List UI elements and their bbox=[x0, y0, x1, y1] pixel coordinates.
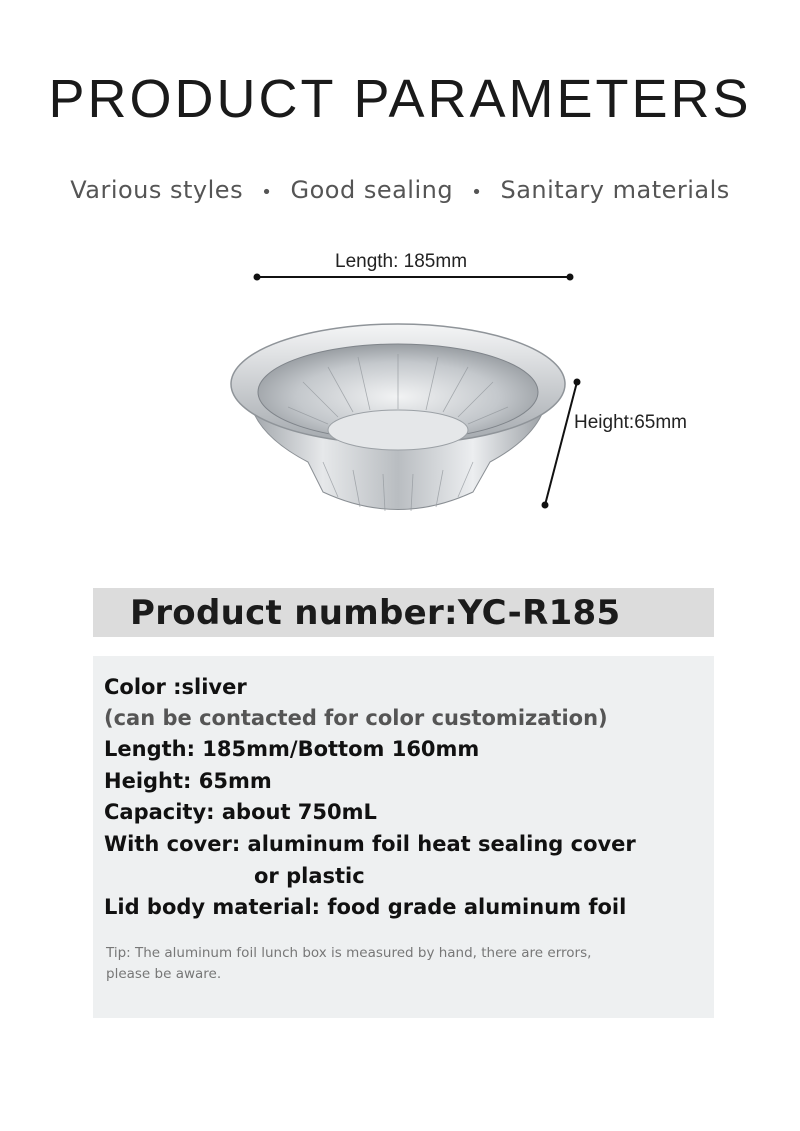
height-dimension-label: Height:65mm bbox=[574, 412, 687, 433]
feature-sanitary-materials: Sanitary materials bbox=[500, 176, 730, 204]
product-number: Product number:YC-R185 bbox=[130, 593, 621, 633]
height-endpoint-top bbox=[574, 379, 581, 386]
separator-dot: • bbox=[261, 182, 273, 203]
spec-cover: With cover: aluminum foil heat sealing cover bbox=[104, 832, 636, 856]
feature-various-styles: Various styles bbox=[70, 176, 244, 204]
length-endpoint-right bbox=[567, 274, 574, 281]
length-dimension-label: Length: 185mm bbox=[335, 251, 468, 272]
page-title: PRODUCT PARAMETERS bbox=[48, 69, 752, 129]
measurement-tip bbox=[106, 943, 666, 985]
bowl-bottom bbox=[328, 410, 468, 450]
tip-line-1: Tip: The aluminum foil lunch box is measured by hand, there are errors, bbox=[106, 945, 592, 961]
feature-good-sealing: Good sealing bbox=[290, 176, 454, 204]
spec-length: Length: 185mm/Bottom 160mm bbox=[104, 737, 480, 761]
foil-bowl-image bbox=[228, 312, 568, 522]
spec-color: Color :sliver bbox=[104, 675, 247, 699]
spec-color-note: (can be contacted for color customization) bbox=[104, 706, 608, 730]
tip-line-2: please be aware. bbox=[106, 966, 222, 982]
spec-height: Height: 65mm bbox=[104, 769, 272, 793]
spec-cover-continued: or plastic bbox=[254, 864, 365, 888]
length-endpoint-left bbox=[254, 274, 261, 281]
spec-capacity: Capacity: about 750mL bbox=[104, 800, 377, 824]
separator-dot: • bbox=[471, 182, 483, 203]
spec-material: Lid body material: food grade aluminum foil bbox=[104, 895, 627, 919]
